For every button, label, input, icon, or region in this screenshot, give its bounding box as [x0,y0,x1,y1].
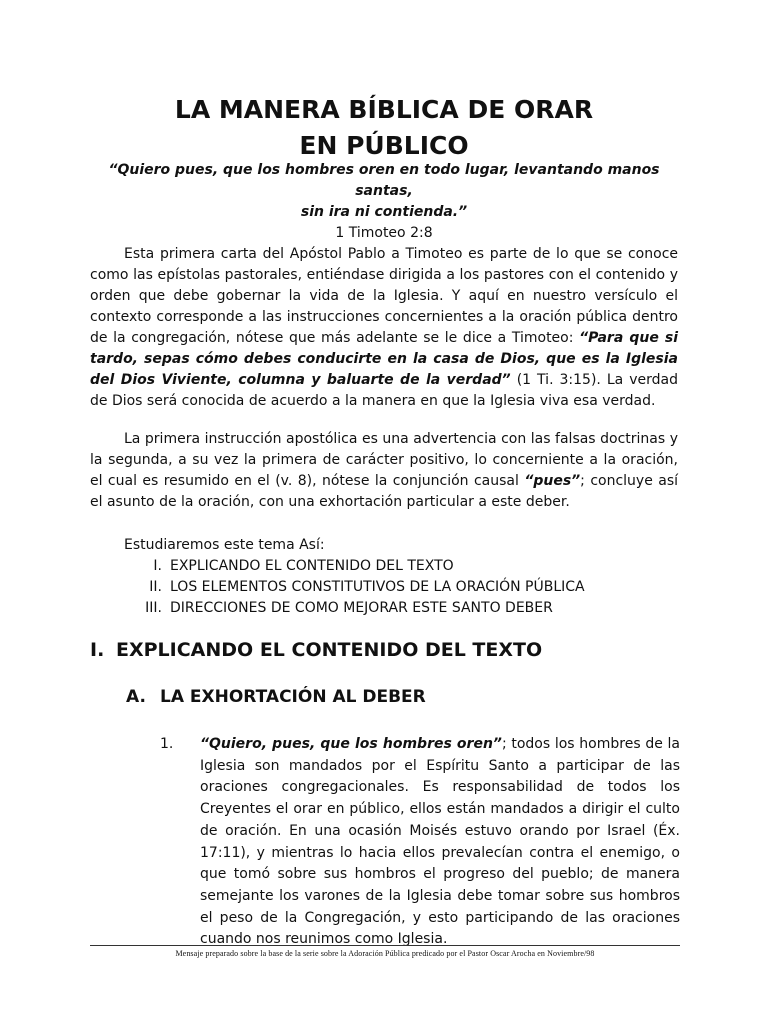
section-number: I. [90,639,105,661]
outline-item-number: III. [145,600,162,616]
paragraph-instruction-text-c: ; concluye así el asunto de la oración, con una exhortación particular a este deber. [90,473,678,510]
footer-note: Mensaje preparado sobre la base de la serie sobre la Adoración Pública predicado por el Pastor Oscar Arocha en Noviembre/98 [175,949,595,958]
numbered-item [160,734,680,951]
numbered-item-body: ; todos los hombres de la Iglesia son mandados por el Espíritu Santo a participar de las oraciones congregacionales. Es responsabilidad de todos los Creyentes el orar en público, ellos están mandados a dirigir el culto de oración. En una ocasión Moisés estuvo orando por Israel (Éx. 17:11), y mientras lo hacia ellos prevalecían contra el enemigo, o que tomó sobre sus hombros el progreso del pueblo; de manera semejante los varones de la Iglesia debe tomar sobre sus hombros el peso de la Congregación, y esto participando de las oraciones cuando nos reunimos como Iglesia. [200,736,680,948]
paragraph-instruction-quote: “pues” [524,473,581,489]
outline-item [130,556,690,577]
numbered-item-text [200,734,680,951]
outline-item-number: I. [153,558,162,574]
outline-item [130,577,690,598]
outline-list [130,556,690,619]
document-title-line1: LA MANERA BÍBLICA DE ORAR [174,95,594,124]
paragraph-instruction [90,429,678,513]
paragraph-intro-quote: “Para que si tardo, sepas cómo debes conducirte en la casa de Dios, que es la Iglesia del Dios Viviente, columna y baluarte de la verdad” [90,330,678,388]
paragraph-instruction-text-a: La primera instrucción apostólica es una advertencia con las falsas doctrinas y la segunda, a su vez la primera de carácter positivo, lo concerniente a la oración, el cual es resumido en el (v. 8), nótese la conjunción causal [90,431,678,489]
paragraph-intro [90,244,678,412]
section-heading [90,637,542,663]
footer-divider [90,945,680,946]
outline-item-number: II. [149,579,162,595]
paragraph-intro-text-a: Esta primera carta del Apóstol Pablo a Timoteo es parte de lo que se conoce como las epístolas pastorales, entiéndase dirigida a los pastores con el contenido y orden que debe gobernar la vida de la Iglesia. Y aquí en nuestro versículo el contexto corresponde a las instrucciones concernientes a la oración pública dentro de la congregación, nótese que más adelante se le dice a Timoteo: [90,246,678,346]
paragraph-intro-text-c: (1 Ti. 3:15). La verdad de Dios será conocida de acuerdo a la manera en que la Iglesia viva esa verdad. [90,372,678,409]
numbered-item-quote: “Quiero, pues, que los hombres oren” [200,736,502,752]
numbered-item-number: 1. [160,736,174,752]
epigraph-quote-line2: sin ira ni contienda.” [300,204,468,220]
subsection-title: LA EXHORTACIÓN AL DEBER [160,687,426,707]
paragraph-outline-intro: Estudiaremos este tema Así: [124,537,325,553]
epigraph-quote-line1: “Quiero pues, que los hombres oren en todo lugar, levantando manos santas, [108,162,660,199]
outline-item-text: EXPLICANDO EL CONTENIDO DEL TEXTO [170,558,454,574]
epigraph [90,160,678,244]
outline-item-text: LOS ELEMENTOS CONSTITUTIVOS DE LA ORACIÓN PÚBLICA [170,579,585,595]
subsection-number: A. [126,687,146,707]
outline-item-text: DIRECCIONES DE COMO MEJORAR ESTE SANTO DEBER [170,600,553,616]
outline-item [130,598,690,619]
section-title: EXPLICANDO EL CONTENIDO DEL TEXTO [116,639,543,661]
document-title-line2: EN PÚBLICO [299,131,469,160]
epigraph-reference: 1 Timoteo 2:8 [335,225,433,241]
subsection-heading [126,685,426,709]
